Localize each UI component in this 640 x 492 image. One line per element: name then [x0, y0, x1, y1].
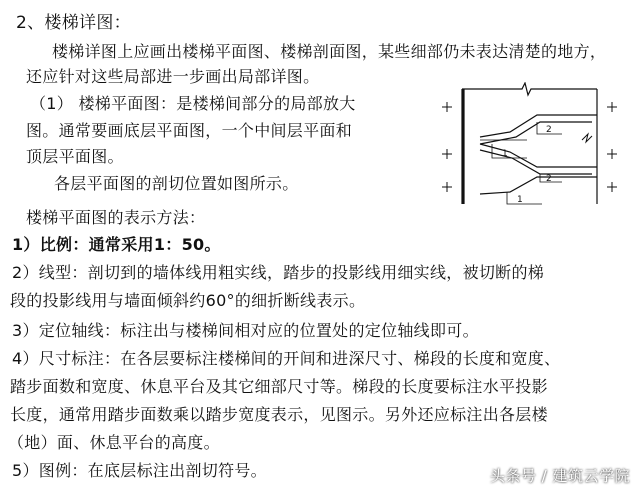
label-2-mid: 2: [546, 174, 552, 184]
method-4-line-3: 长度，通常用踏步面数乘以踏步宽度表示，见图示。另外还应标注出各层楼: [10, 405, 548, 424]
method-4-line-1: 4）尺寸标注：在各层要标注楼梯间的开间和进深尺寸、梯段的长度和宽度、: [12, 349, 561, 368]
intro-line-1: 楼梯详图上应画出楼梯平面图、楼梯剖面图，某些细部仍未表达清楚的地方，: [52, 42, 607, 61]
method-5: 5）图例：在底层标注出剖切符号。: [12, 461, 267, 480]
upper-run-inner: [480, 122, 592, 144]
method-2-line-1: 2）线型：剖切到的墙体线用粗实线，踏步的投影线用细实线，被切断的梯: [12, 263, 545, 282]
label-box-1-mid: [492, 144, 527, 158]
intro-line-2: 还应针对这些局部进一步画出局部详图。: [26, 67, 320, 86]
middle-run-inner: [480, 150, 592, 174]
label-2-top: 2: [546, 125, 552, 135]
top-wall-line: [462, 83, 597, 95]
item1-line-1: （1） 楼梯平面图：是楼梯间部分的局部放大: [30, 94, 356, 113]
item1-line-4: 各层平面图的剖切位置如图所示。: [54, 174, 299, 193]
method-1: 1）比例：通常采用1：50。: [12, 235, 221, 254]
item1-line-2: 图。通常要画底层平面图，一个中间层平面和: [26, 121, 353, 140]
lower-run-outline: [480, 177, 597, 194]
item1-line-3: 顶层平面图。: [26, 147, 124, 166]
method-3: 3）定位轴线：标注出与楼梯间相对应的位置处的定位轴线即可。: [12, 321, 479, 340]
method-4-line-4: （地）面、休息平台的高度。: [8, 433, 220, 452]
method-2-line-2: 段的投影线用与墙面倾斜约60°的细折断线表示。: [10, 291, 366, 310]
section-heading: 2、楼梯详图：: [16, 13, 131, 33]
method-4-line-2: 踏步面数和宽度、休息平台及其它细部尺寸等。梯段的长度要标注水平投影: [10, 377, 548, 396]
watermark: 头条号 / 建筑云学院: [489, 467, 630, 485]
method-title: 楼梯平面图的表示方法：: [26, 208, 206, 227]
label-box-1-bottom: [507, 192, 542, 204]
label-1-mid: 1: [502, 149, 508, 159]
middle-run-outline: [480, 144, 597, 167]
label-1-bottom: 1: [517, 195, 523, 205]
upper-break-line: [582, 134, 592, 142]
stair-plan-diagram: [432, 82, 632, 212]
